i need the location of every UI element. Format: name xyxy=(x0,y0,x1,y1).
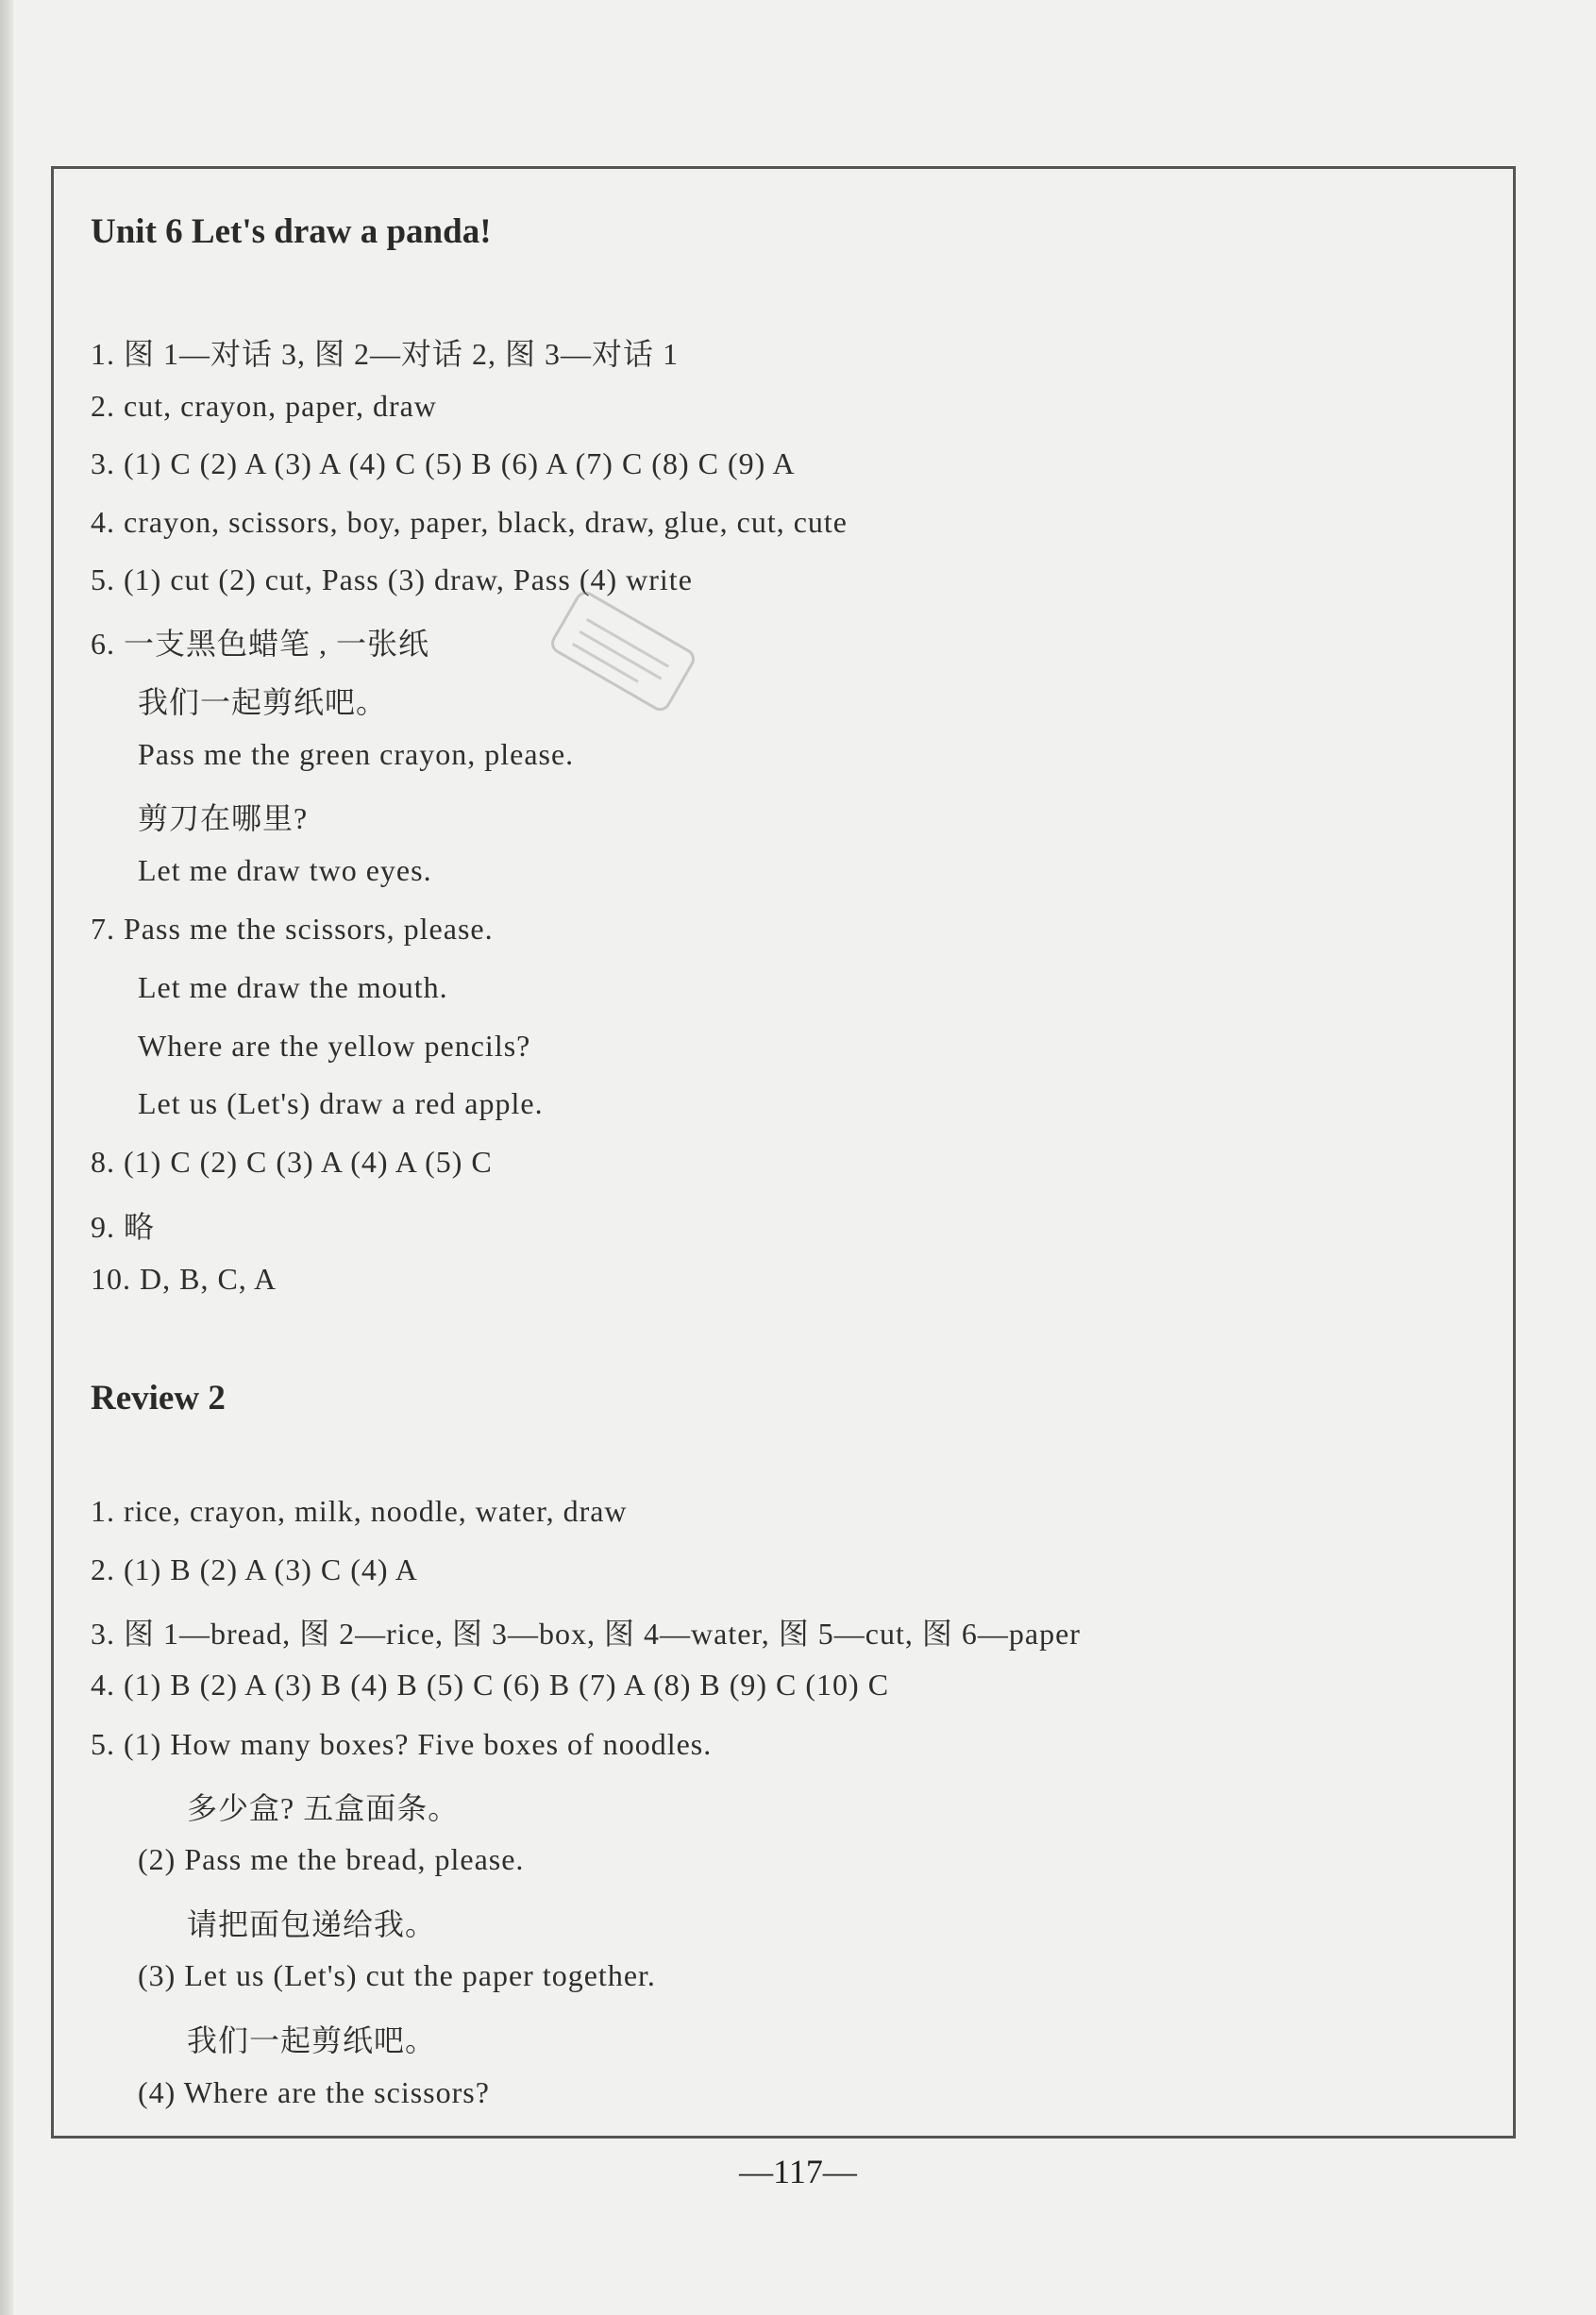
unit6-answer-5: 5. (1) cut (2) cut, Pass (3) draw, Pass (4) write xyxy=(91,562,693,596)
unit6-answer-6-line-5: Let me draw two eyes. xyxy=(138,853,432,887)
unit6-answer-6-line-3: Pass me the green crayon, please. xyxy=(138,737,575,771)
unit6-answer-6-line-2: 我们一起剪纸吧。 xyxy=(138,685,388,719)
unit6-answer-4: 4. crayon, scissors, boy, paper, black, draw, glue, cut, cute xyxy=(91,505,848,539)
review2-answer-5-2: (2) Pass me the bread, please. xyxy=(138,1842,525,1876)
unit6-answer-7-line-2: Let me draw the mouth. xyxy=(138,970,448,1004)
unit6-answer-1: 1. 图 1—对话 3, 图 2—对话 2, 图 3—对话 1 xyxy=(91,337,680,371)
unit6-answer-6: 6. 一支黑色蜡笔 , 一张纸 xyxy=(91,627,430,661)
page-number: —117— xyxy=(739,2153,857,2190)
review2-title: Review 2 xyxy=(91,1379,226,1418)
review2-answer-3: 3. 图 1—bread, 图 2—rice, 图 3—box, 图 4—water, 图 5—cut, 图 6—paper xyxy=(91,1617,1081,1651)
review2-answer-5: 5. (1) How many boxes? Five boxes of noodles. xyxy=(91,1727,713,1761)
review2-answer-5-1-translation: 多少盒? 五盒面条。 xyxy=(187,1791,460,1825)
scan-edge xyxy=(0,0,13,2315)
unit6-answer-7: 7. Pass me the scissors, please. xyxy=(91,912,494,946)
unit6-answer-7-line-4: Let us (Let's) draw a red apple. xyxy=(138,1086,544,1120)
unit6-answer-6-line-4: 剪刀在哪里? xyxy=(138,801,309,835)
unit6-answer-3: 3. (1) C (2) A (3) A (4) C (5) B (6) A (7) C (8) C (9) A xyxy=(91,446,796,480)
review2-answer-5-3: (3) Let us (Let's) cut the paper together. xyxy=(138,1958,656,1992)
unit6-answer-9: 9. 略 xyxy=(91,1210,156,1244)
review2-answer-2: 2. (1) B (2) A (3) C (4) A xyxy=(91,1552,418,1586)
unit6-answer-8: 8. (1) C (2) C (3) A (4) A (5) C xyxy=(91,1145,493,1179)
review2-answer-5-2-translation: 请把面包递给我。 xyxy=(187,1907,437,1941)
unit6-answer-7-line-3: Where are the yellow pencils? xyxy=(138,1029,531,1063)
review2-answer-1: 1. rice, crayon, milk, noodle, water, draw xyxy=(91,1494,628,1528)
review2-answer-5-4: (4) Where are the scissors? xyxy=(138,2075,490,2109)
unit6-answer-10: 10. D, B, C, A xyxy=(91,1262,277,1296)
review2-answer-4: 4. (1) B (2) A (3) B (4) B (5) C (6) B (7) A (8) B (9) C (10) C xyxy=(91,1668,890,1702)
unit6-answer-2: 2. cut, crayon, paper, draw xyxy=(91,389,437,423)
unit6-title: Unit 6 Let's draw a panda! xyxy=(91,212,492,251)
review2-answer-5-3-translation: 我们一起剪纸吧。 xyxy=(187,2023,437,2057)
